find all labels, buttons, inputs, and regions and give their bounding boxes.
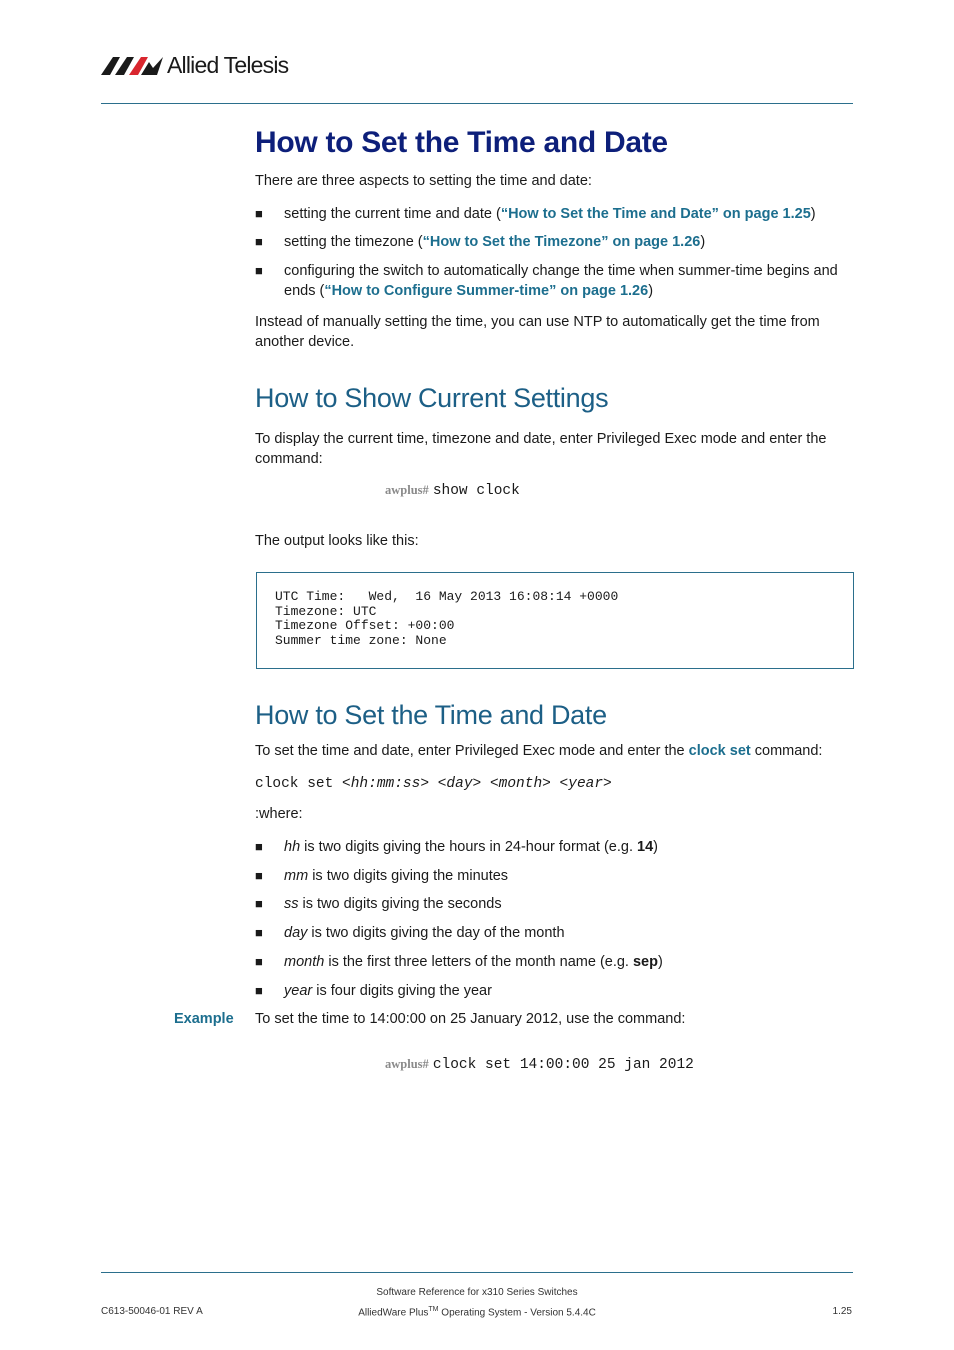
cli-command: show clock	[432, 483, 520, 499]
where-label: :where:	[255, 806, 303, 822]
bullet-square-icon: ■	[255, 206, 263, 221]
page-title: How to Set the Time and Date	[255, 126, 668, 159]
command-syntax: clock set <hh:mm:ss> <day> <month> <year>	[255, 776, 612, 792]
allied-telesis-logo	[101, 52, 288, 78]
cli-prompt: awplus#	[385, 483, 429, 497]
footer-os-version: AlliedWare Plus™ Operating System - Version 5.4.4C	[358, 1306, 596, 1319]
header-rule	[101, 103, 853, 104]
footer-page-number: 1.25	[832, 1306, 852, 1317]
bullet-square-icon: ■	[255, 954, 263, 969]
output-line: Summer time zone: None	[275, 632, 447, 648]
link-set-time-date[interactable]: “How to Set the Time and Date” on page 1.25	[500, 206, 811, 222]
output-intro: The output looks like this:	[255, 533, 419, 549]
bullet-square-icon: ■	[255, 983, 263, 998]
command-line	[385, 482, 520, 499]
output-line: UTC Time: Wed, 16 May 2013 16:08:14 +0000	[275, 589, 619, 604]
example-label: Example	[174, 1011, 234, 1027]
intro-text: There are three aspects to setting the time and date:	[255, 173, 592, 189]
set-instructions: To set the time and date, enter Privileged Exec mode and enter the clock set command:	[255, 743, 823, 759]
output-box	[256, 572, 854, 669]
link-summer-time[interactable]: “How to Configure Summer-time” on page 1.26	[324, 283, 649, 299]
section-heading-show: How to Show Current Settings	[255, 383, 609, 413]
bullet-square-icon: ■	[255, 234, 263, 249]
show-instructions: To display the current time, timezone and date, enter Privileged Exec mode and enter the command:	[255, 431, 827, 467]
output-line: Timezone Offset: +00:00	[275, 618, 455, 633]
example-command-line	[385, 1056, 694, 1073]
allied-telesis-logo-icon	[101, 54, 163, 76]
cli-prompt: awplus#	[385, 1057, 429, 1071]
link-clock-set[interactable]: clock set	[688, 743, 751, 759]
bullet-square-icon: ■	[255, 839, 263, 854]
logo-text: Allied Telesis	[167, 51, 289, 78]
ntp-note: Instead of manually setting the time, you can use NTP to automatically get the time from another device.	[255, 314, 820, 350]
bullet-square-icon: ■	[255, 263, 263, 278]
section-heading-set: How to Set the Time and Date	[255, 700, 607, 730]
bullet-square-icon: ■	[255, 896, 263, 911]
output-line: Timezone: UTC	[275, 603, 377, 619]
footer-title: Software Reference for x310 Series Switches	[376, 1287, 578, 1298]
example-text: To set the time to 14:00:00 on 25 January 2012, use the command:	[255, 1011, 686, 1027]
footer-rule	[101, 1272, 853, 1273]
link-set-timezone[interactable]: “How to Set the Timezone” on page 1.26	[422, 234, 701, 250]
bullet-square-icon: ■	[255, 868, 263, 883]
cli-command: clock set 14:00:00 25 jan 2012	[432, 1057, 694, 1073]
footer-doc-id: C613-50046-01 REV A	[101, 1306, 203, 1317]
bullet-square-icon: ■	[255, 925, 263, 940]
